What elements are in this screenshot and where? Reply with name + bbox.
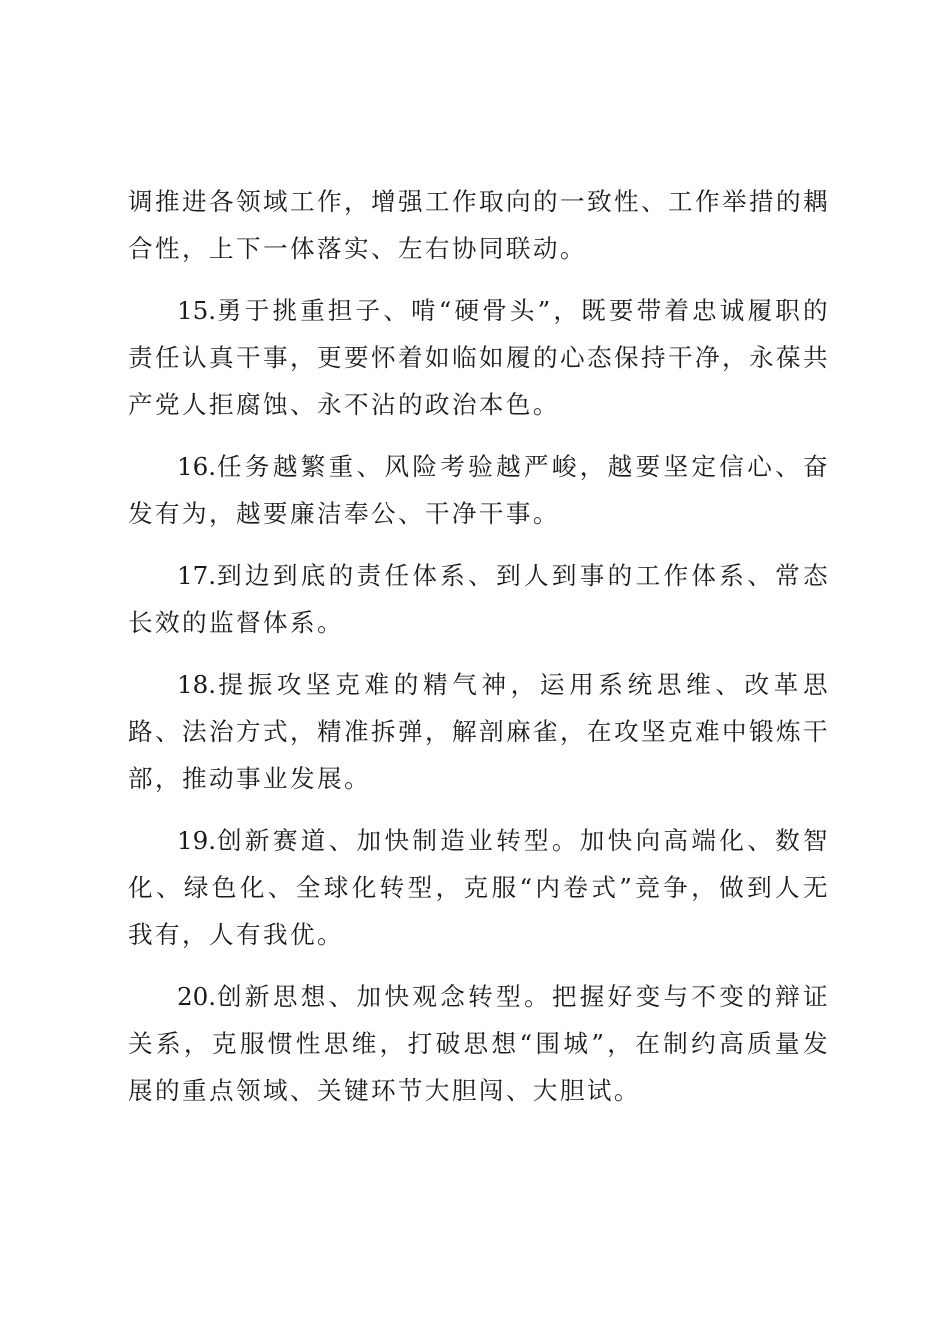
item-number: 16. xyxy=(177,452,217,481)
item-number: 20. xyxy=(177,982,217,1011)
paragraph-text: 任务越繁重、风险考验越严峻，越要坚定信心、奋发有为，越要廉洁奉公、干净干事。 xyxy=(128,452,830,528)
paragraph-item-15 xyxy=(128,287,830,428)
paragraph-text: 提振攻坚克难的精气神，运用系统思维、改革思路、法治方式，精准拆弹，解剖麻雀，在攻坚克难中锻炼干部，推动事业发展。 xyxy=(128,670,830,793)
paragraph-item-20 xyxy=(128,973,830,1114)
paragraph-text: 到边到底的责任体系、到人到事的工作体系、常态长效的监督体系。 xyxy=(128,561,830,637)
paragraph-continuation xyxy=(128,178,830,272)
document-body xyxy=(128,178,830,1129)
paragraph-text: 调推进各领域工作，增强工作取向的一致性、工作举措的耦合性，上下一体落实、左右协同联动。 xyxy=(128,187,830,263)
paragraph-item-16 xyxy=(128,443,830,537)
item-number: 17. xyxy=(177,561,217,590)
paragraph-item-18 xyxy=(128,661,830,802)
paragraph-text: 创新赛道、加快制造业转型。加快向高端化、数智化、绿色化、全球化转型，克服“内卷式”竞争，做到人无我有，人有我优。 xyxy=(128,826,830,949)
paragraph-item-19 xyxy=(128,817,830,958)
item-number: 19. xyxy=(177,826,217,855)
paragraph-text: 勇于挑重担子、啃“硬骨头”，既要带着忠诚履职的责任认真干事，更要怀着如临如履的心态保持干净，永葆共产党人拒腐蚀、永不沾的政治本色。 xyxy=(128,296,830,419)
item-number: 18. xyxy=(177,670,217,699)
paragraph-item-17 xyxy=(128,552,830,646)
item-number: 15. xyxy=(177,296,217,325)
paragraph-text: 创新思想、加快观念转型。把握好变与不变的辩证关系，克服惯性思维，打破思想“围城”，在制约高质量发展的重点领域、关键环节大胆闯、大胆试。 xyxy=(128,982,830,1105)
